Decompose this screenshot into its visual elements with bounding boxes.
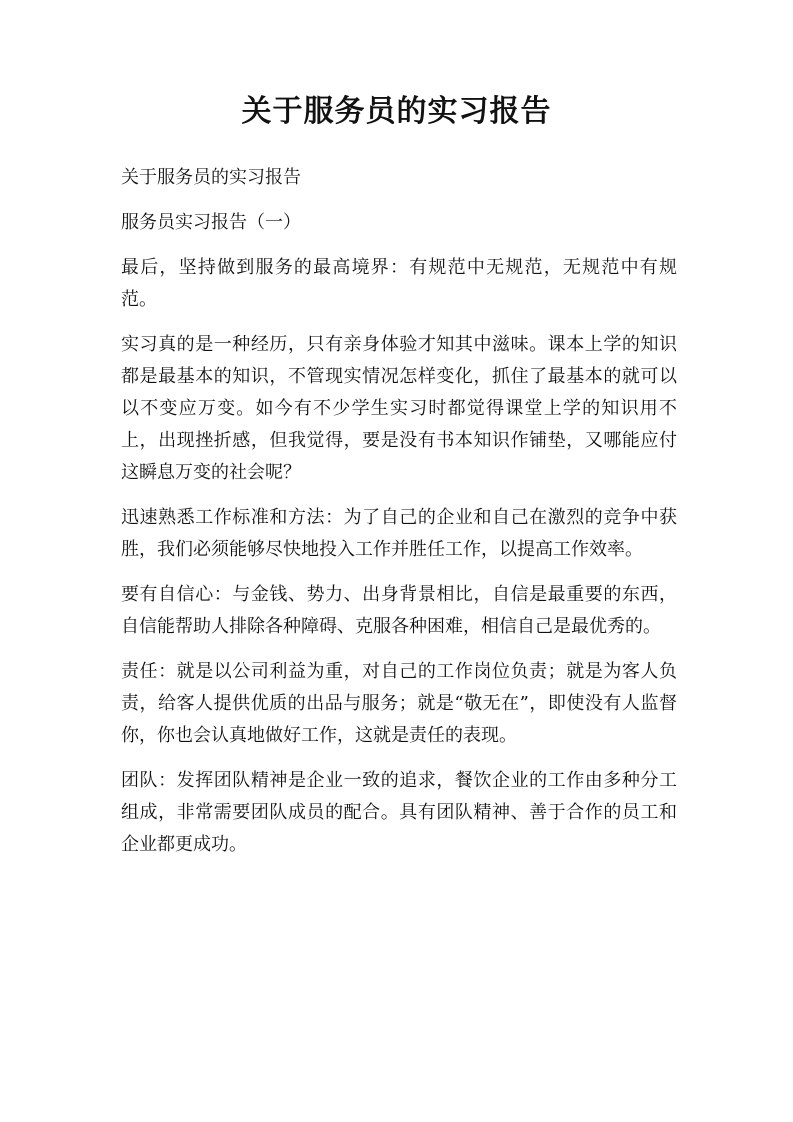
paragraph-section-title: 服务员实习报告（一） [121,212,301,233]
paragraph-internship-experience: 实习真的是一种经历，只有亲身体验才知其中滋味。课本上学的知识都是最基本的知识，不管现实情况怎样变化，抓住了最基本的就可以以不变应万变。如今有不少学生实习时都觉得课堂上学的知识用不上，出现挫折感，但我觉得，要是没有书本知识作铺垫，又哪能应付这瞬息万变的社会呢？ [121,334,677,483]
paragraph-responsibility: 责任：就是以公司利益为重，对自己的工作岗位负责；就是为客人负责，给客人提供优质的出品与服务；就是“敬无在”，即使没有人监督你，你也会认真地做好工作，这就是责任的表现。 [121,661,677,746]
paragraph-teamwork: 团队：发挥团队精神是企业一致的追求，餐饮企业的工作由多种分工组成，非常需要团队成员的配合。具有团队精神、善于合作的员工和企业都更成功。 [121,770,677,855]
paragraph-work-standards: 迅速熟悉工作标准和方法：为了自己的企业和自己在激烈的竞争中获胜，我们必须能够尽快地投入工作并胜任工作，以提高工作效率。 [121,507,677,560]
paragraph-heading-repeat: 关于服务员的实习报告 [121,167,301,188]
document-body [121,162,677,861]
document-title: 关于服务员的实习报告 [241,94,552,129]
paragraph-confidence: 要有自信心：与金钱、势力、出身背景相比，自信是最重要的东西，自信能帮助人排除各种障碍、克服各种困难，相信自己是最优秀的。 [121,584,677,637]
paragraph-service-standard: 最后，坚持做到服务的最高境界：有规范中无规范，无规范中有规范。 [121,257,677,310]
